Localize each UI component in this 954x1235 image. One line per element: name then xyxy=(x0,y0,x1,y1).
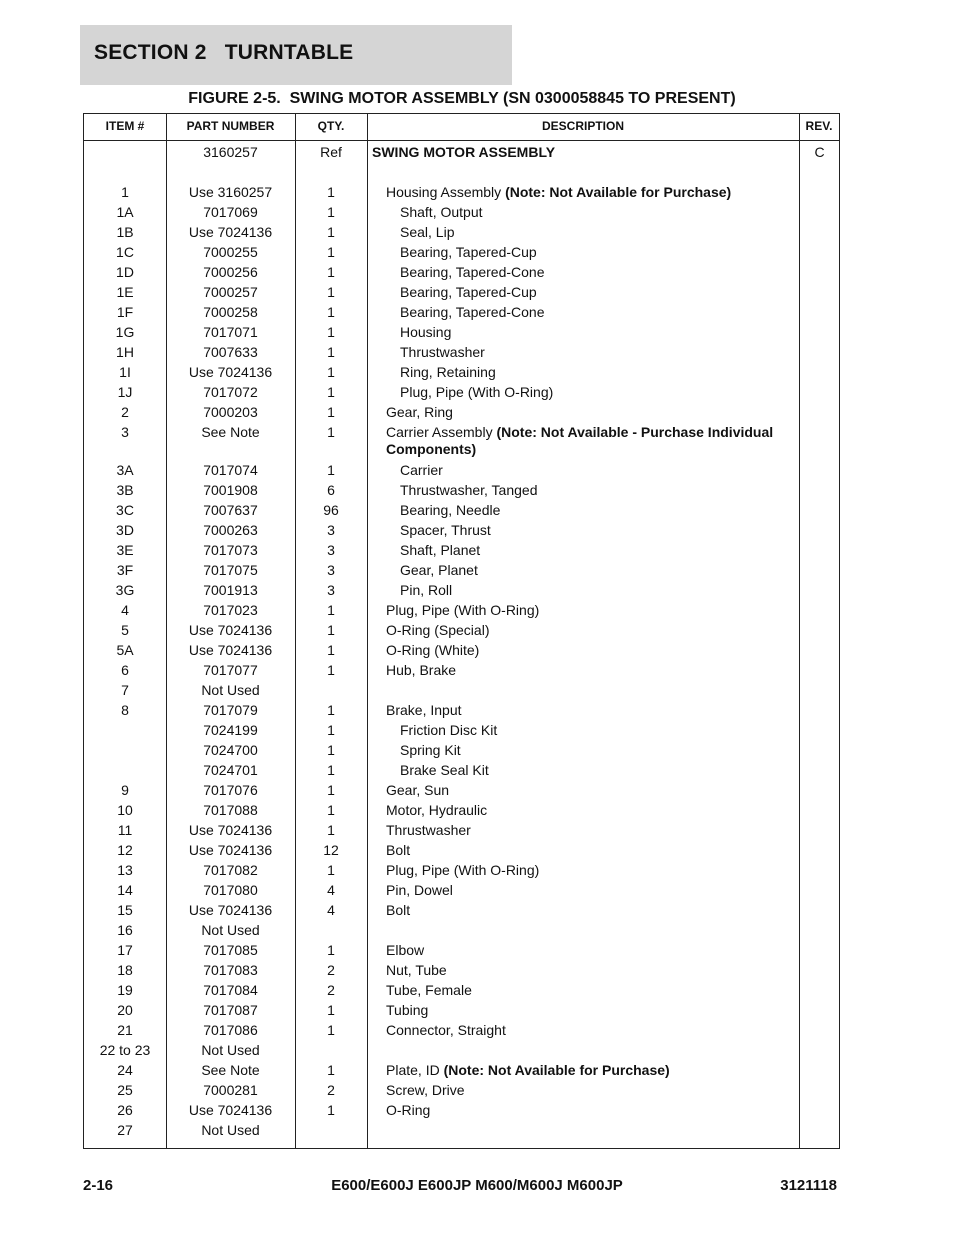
description xyxy=(372,284,823,301)
table-row xyxy=(84,618,839,638)
part-number: Use 7024136 xyxy=(188,642,273,658)
description xyxy=(372,702,809,719)
item-number: 3A xyxy=(116,462,134,478)
part-number: 7017073 xyxy=(203,542,258,558)
part-number: 7000281 xyxy=(203,1082,258,1098)
part-number: 7001913 xyxy=(203,582,258,598)
table-row xyxy=(84,838,839,858)
quantity: 1 xyxy=(327,602,335,618)
description xyxy=(372,782,809,799)
item-number: 18 xyxy=(117,962,133,978)
description-text: Bolt xyxy=(386,842,411,858)
description xyxy=(372,184,809,201)
description xyxy=(372,942,809,959)
part-number: 7017079 xyxy=(203,702,258,718)
description xyxy=(372,902,809,919)
item-number: 3F xyxy=(116,562,134,578)
part-number: 7007637 xyxy=(203,502,258,518)
document-number: 3121118 xyxy=(780,1177,837,1194)
description-text: Thrustwasher, Tanged xyxy=(400,482,538,498)
table-row xyxy=(84,1058,839,1078)
section-title: SECTION 2 TURNTABLE xyxy=(94,41,354,64)
description xyxy=(372,1002,809,1019)
header-item: ITEM # xyxy=(105,119,145,133)
description-text: Spacer, Thrust xyxy=(400,522,491,538)
table-row xyxy=(84,1018,839,1038)
item-number: 3G xyxy=(115,582,135,598)
part-number: 7000263 xyxy=(203,522,258,538)
quantity: 1 xyxy=(327,862,335,878)
description-text: Spring Kit xyxy=(400,742,461,758)
item-number: 27 xyxy=(117,1122,133,1138)
table-row xyxy=(84,420,839,458)
description-text: Plate, ID xyxy=(386,1062,444,1078)
description-text: Tubing xyxy=(386,1002,429,1018)
table-row xyxy=(84,260,839,280)
part-number: 7024700 xyxy=(203,742,258,758)
part-number: See Note xyxy=(201,1062,260,1078)
part-number: 7017082 xyxy=(203,862,258,878)
quantity: 1 xyxy=(327,462,335,478)
table-row xyxy=(84,778,839,798)
quantity: 1 xyxy=(327,942,335,958)
table-row xyxy=(84,400,839,420)
description-text: Tube, Female xyxy=(386,982,472,998)
part-number: Use 7024136 xyxy=(188,224,273,240)
description xyxy=(372,802,809,819)
description-text: O-Ring (White) xyxy=(386,642,480,658)
table-row xyxy=(84,858,839,878)
table-row xyxy=(84,220,839,240)
part-number: 7000258 xyxy=(203,304,258,320)
description-note: SWING MOTOR ASSEMBLY xyxy=(372,144,556,160)
description xyxy=(372,582,823,599)
item-number: 1E xyxy=(116,284,134,300)
quantity: 1 xyxy=(327,662,335,678)
description-text: Bearing, Tapered-Cup xyxy=(400,284,537,300)
description-text: Bearing, Tapered-Cone xyxy=(400,304,545,320)
description-text: Ring, Retaining xyxy=(400,364,496,380)
part-number: See Note xyxy=(201,424,260,440)
table-row xyxy=(84,300,839,320)
table-row xyxy=(84,458,839,478)
table-row xyxy=(84,1078,839,1098)
part-number: 7017074 xyxy=(203,462,258,478)
quantity: 1 xyxy=(327,742,335,758)
description xyxy=(372,1062,809,1079)
description-text: Gear, Sun xyxy=(386,782,450,798)
item-number: 14 xyxy=(117,882,133,898)
item-number: 8 xyxy=(121,702,129,718)
description-text: Screw, Drive xyxy=(386,1082,465,1098)
part-number: Use 7024136 xyxy=(188,364,273,380)
part-number: Use 7024136 xyxy=(188,842,273,858)
table-row xyxy=(84,758,839,778)
description-text: Thrustwasher xyxy=(400,344,485,360)
quantity: 2 xyxy=(327,1082,335,1098)
description-text: Seal, Lip xyxy=(400,224,455,240)
part-number: Not Used xyxy=(201,682,260,698)
item-number: 1J xyxy=(117,384,133,400)
description-text: Plug, Pipe (With O-Ring) xyxy=(386,602,540,618)
table-row xyxy=(84,200,839,220)
quantity: 1 xyxy=(327,802,335,818)
parts-table xyxy=(83,113,840,1149)
table-row xyxy=(84,180,839,200)
part-number: Use 3160257 xyxy=(188,184,273,200)
quantity: 1 xyxy=(327,324,335,340)
item-number: 3B xyxy=(116,482,134,498)
description-text: Plug, Pipe (With O-Ring) xyxy=(400,384,554,400)
quantity: 1 xyxy=(327,762,335,778)
item-number: 11 xyxy=(117,822,133,838)
item-number: 3 xyxy=(121,424,129,440)
item-number: 19 xyxy=(117,982,133,998)
part-number: 7001908 xyxy=(203,482,258,498)
item-number: 1I xyxy=(119,364,131,380)
description xyxy=(372,742,823,759)
table-row xyxy=(84,598,839,618)
description xyxy=(372,542,823,559)
part-number: Not Used xyxy=(201,1042,260,1058)
part-number: 7000203 xyxy=(203,404,258,420)
description xyxy=(372,424,809,458)
part-number: Not Used xyxy=(201,922,260,938)
description xyxy=(372,762,823,779)
table-row xyxy=(84,978,839,998)
item-number: 22 to 23 xyxy=(99,1042,151,1058)
part-number: 7017023 xyxy=(203,602,258,618)
description xyxy=(372,204,823,221)
header-rev: REV. xyxy=(805,119,833,133)
part-number: 7000256 xyxy=(203,264,258,280)
description xyxy=(372,304,823,321)
table-row xyxy=(84,320,839,340)
description xyxy=(372,862,809,879)
description xyxy=(372,502,823,519)
table-row xyxy=(84,818,839,838)
part-number: Use 7024136 xyxy=(188,622,273,638)
description-text: Bearing, Tapered-Cone xyxy=(400,264,545,280)
part-number: 3160257 xyxy=(203,144,258,160)
description-text: Elbow xyxy=(386,942,425,958)
quantity: 1 xyxy=(327,424,335,440)
table-row xyxy=(84,478,839,498)
revision: C xyxy=(814,144,825,160)
quantity: 1 xyxy=(327,822,335,838)
item-number: 6 xyxy=(121,662,129,678)
description xyxy=(372,622,809,639)
table-row xyxy=(84,558,839,578)
description xyxy=(372,404,809,421)
quantity: 1 xyxy=(327,364,335,380)
page-number: 2-16 xyxy=(83,1177,114,1194)
table-row xyxy=(84,798,839,818)
part-number: 7017083 xyxy=(203,962,258,978)
description-text: Housing xyxy=(400,324,452,340)
description-text: Motor, Hydraulic xyxy=(386,802,488,818)
table-row xyxy=(84,718,839,738)
quantity: 1 xyxy=(327,304,335,320)
item-number: 1D xyxy=(116,264,134,280)
quantity: 1 xyxy=(327,404,335,420)
part-number: 7024199 xyxy=(203,722,258,738)
quantity: 1 xyxy=(327,722,335,738)
part-number: 7017071 xyxy=(203,324,258,340)
part-number: 7024701 xyxy=(203,762,258,778)
model-list: E600/E600J E600JP M600/M600J M600JP xyxy=(331,1177,623,1194)
item-number: 1F xyxy=(116,304,134,320)
quantity: 3 xyxy=(327,562,335,578)
quantity: 1 xyxy=(327,204,335,220)
description xyxy=(372,384,823,401)
quantity: 1 xyxy=(327,184,335,200)
description xyxy=(372,244,823,261)
description-text: Pin, Dowel xyxy=(386,882,453,898)
table-row xyxy=(84,240,839,260)
table-row xyxy=(84,998,839,1018)
quantity: 1 xyxy=(327,1022,335,1038)
quantity: 1 xyxy=(327,642,335,658)
part-number: Use 7024136 xyxy=(188,902,273,918)
description-text: Shaft, Planet xyxy=(400,542,481,558)
section-banner xyxy=(80,25,512,85)
description xyxy=(372,842,809,859)
item-number: 12 xyxy=(117,842,133,858)
header-part-number: PART NUMBER xyxy=(186,119,275,133)
item-number: 15 xyxy=(117,902,133,918)
part-number: 7017075 xyxy=(203,562,258,578)
item-number: 1G xyxy=(115,324,135,340)
quantity: 3 xyxy=(327,542,335,558)
table-row xyxy=(84,360,839,380)
table-row xyxy=(84,698,839,718)
description xyxy=(372,982,809,999)
table-row xyxy=(84,578,839,598)
table-row xyxy=(84,918,839,938)
part-number: 7017069 xyxy=(203,204,258,220)
description xyxy=(372,144,795,161)
figure-title: FIGURE 2-5. SWING MOTOR ASSEMBLY (SN 0300058845 TO PRESENT) xyxy=(188,90,736,107)
description-text: Hub, Brake xyxy=(386,662,457,678)
table-row xyxy=(84,1118,839,1138)
part-number: 7000257 xyxy=(203,284,258,300)
description-text: Bearing, Tapered-Cup xyxy=(400,244,537,260)
quantity: 1 xyxy=(327,702,335,718)
item-number: 25 xyxy=(117,1082,133,1098)
quantity: 1 xyxy=(327,622,335,638)
table-row xyxy=(84,898,839,918)
description-note: (Note: Not Available for Purchase) xyxy=(443,1062,670,1078)
item-number: 9 xyxy=(121,782,129,798)
item-number: 13 xyxy=(117,862,133,878)
description xyxy=(372,1102,809,1119)
description xyxy=(372,642,809,659)
part-number: 7017077 xyxy=(203,662,258,678)
header-description: DESCRIPTION xyxy=(541,119,624,133)
item-number: 1A xyxy=(116,204,134,220)
quantity: 1 xyxy=(327,384,335,400)
item-number: 16 xyxy=(117,922,133,938)
description-text: Carrier xyxy=(400,462,443,478)
quantity: Ref xyxy=(320,144,342,160)
table-row xyxy=(84,658,839,678)
part-number: 7017080 xyxy=(203,882,258,898)
quantity: 3 xyxy=(327,522,335,538)
item-number: 3E xyxy=(116,542,134,558)
item-number: 5 xyxy=(121,622,129,638)
item-number: 20 xyxy=(117,1002,133,1018)
part-number: 7017076 xyxy=(203,782,258,798)
description-text: Brake, Input xyxy=(386,702,462,718)
part-number: 7007633 xyxy=(203,344,258,360)
description xyxy=(372,722,823,739)
quantity: 4 xyxy=(327,902,335,918)
description-note: (Note: Not Available - Purchase Individual Components) xyxy=(386,424,774,457)
table-row xyxy=(84,380,839,400)
description xyxy=(372,264,823,281)
description-text: O-Ring (Special) xyxy=(386,622,490,638)
table-row xyxy=(84,280,839,300)
quantity: 1 xyxy=(327,1102,335,1118)
item-number: 5A xyxy=(116,642,134,658)
table-row xyxy=(84,878,839,898)
description-text: Plug, Pipe (With O-Ring) xyxy=(386,862,540,878)
table-row xyxy=(84,1038,839,1058)
description-text: Pin, Roll xyxy=(400,582,453,598)
table-row xyxy=(84,538,839,558)
description-text: O-Ring xyxy=(386,1102,431,1118)
quantity: 3 xyxy=(327,582,335,598)
description-text: Gear, Ring xyxy=(386,404,453,420)
quantity: 2 xyxy=(327,962,335,978)
part-number: 7017085 xyxy=(203,942,258,958)
part-number: 7000255 xyxy=(203,244,258,260)
table-body xyxy=(84,140,839,1138)
description xyxy=(372,882,809,899)
description xyxy=(372,602,809,619)
item-number: 21 xyxy=(117,1022,133,1038)
description xyxy=(372,1022,809,1039)
part-number: Use 7024136 xyxy=(188,822,273,838)
description-text: Brake Seal Kit xyxy=(400,762,489,778)
item-number: 1B xyxy=(116,224,134,240)
description-note: (Note: Not Available for Purchase) xyxy=(505,184,732,200)
description-text: Housing Assembly xyxy=(386,184,506,200)
quantity: 1 xyxy=(327,344,335,360)
description-text: Carrier Assembly xyxy=(386,424,497,440)
table-row xyxy=(84,938,839,958)
description-text: Connector, Straight xyxy=(386,1022,506,1038)
table-row xyxy=(84,160,839,180)
quantity: 6 xyxy=(327,482,335,498)
item-number: 4 xyxy=(121,602,129,618)
item-number: 2 xyxy=(121,404,129,420)
description-text: Nut, Tube xyxy=(386,962,447,978)
part-number: 7017088 xyxy=(203,802,258,818)
part-number: 7017086 xyxy=(203,1022,258,1038)
part-number: Not Used xyxy=(201,1122,260,1138)
part-number: 7017072 xyxy=(203,384,258,400)
quantity: 1 xyxy=(327,244,335,260)
part-number: Use 7024136 xyxy=(188,1102,273,1118)
table-row xyxy=(84,340,839,360)
header-qty: QTY. xyxy=(317,119,345,133)
description xyxy=(372,662,809,679)
table-row xyxy=(84,518,839,538)
description-text: Shaft, Output xyxy=(400,204,483,220)
table-row xyxy=(84,738,839,758)
table-row xyxy=(84,678,839,698)
item-number: 17 xyxy=(117,942,133,958)
description xyxy=(372,324,823,341)
quantity: 1 xyxy=(327,284,335,300)
item-number: 1C xyxy=(116,244,134,260)
part-number: 7017084 xyxy=(203,982,258,998)
table-row xyxy=(84,1098,839,1118)
description xyxy=(372,224,823,241)
item-number: 3C xyxy=(116,502,134,518)
item-number: 7 xyxy=(121,682,129,698)
table-row xyxy=(84,638,839,658)
item-number: 10 xyxy=(117,802,133,818)
item-number: 26 xyxy=(117,1102,133,1118)
part-number: 7017087 xyxy=(203,1002,258,1018)
quantity: 1 xyxy=(327,224,335,240)
quantity: 1 xyxy=(327,1062,335,1078)
table-row xyxy=(84,498,839,518)
quantity: 4 xyxy=(327,882,335,898)
description xyxy=(372,962,809,979)
description-text: Friction Disc Kit xyxy=(400,722,498,738)
quantity: 12 xyxy=(323,842,339,858)
description xyxy=(372,522,823,539)
description xyxy=(372,482,823,499)
description-text: Gear, Planet xyxy=(400,562,478,578)
quantity: 1 xyxy=(327,782,335,798)
description-text: Bearing, Needle xyxy=(400,502,501,518)
item-number: 3D xyxy=(116,522,134,538)
description xyxy=(372,1082,809,1099)
table-row xyxy=(84,140,839,160)
quantity: 2 xyxy=(327,982,335,998)
item-number: 1 xyxy=(121,184,129,200)
description xyxy=(372,562,823,579)
quantity: 96 xyxy=(323,502,339,518)
item-number: 24 xyxy=(117,1062,133,1078)
quantity: 1 xyxy=(327,1002,335,1018)
table-row xyxy=(84,958,839,978)
description xyxy=(372,364,823,381)
quantity: 1 xyxy=(327,264,335,280)
description-text: Bolt xyxy=(386,902,411,918)
description xyxy=(372,344,823,361)
description xyxy=(372,822,809,839)
item-number: 1H xyxy=(116,344,134,360)
description-text: Thrustwasher xyxy=(386,822,471,838)
description xyxy=(372,462,823,479)
